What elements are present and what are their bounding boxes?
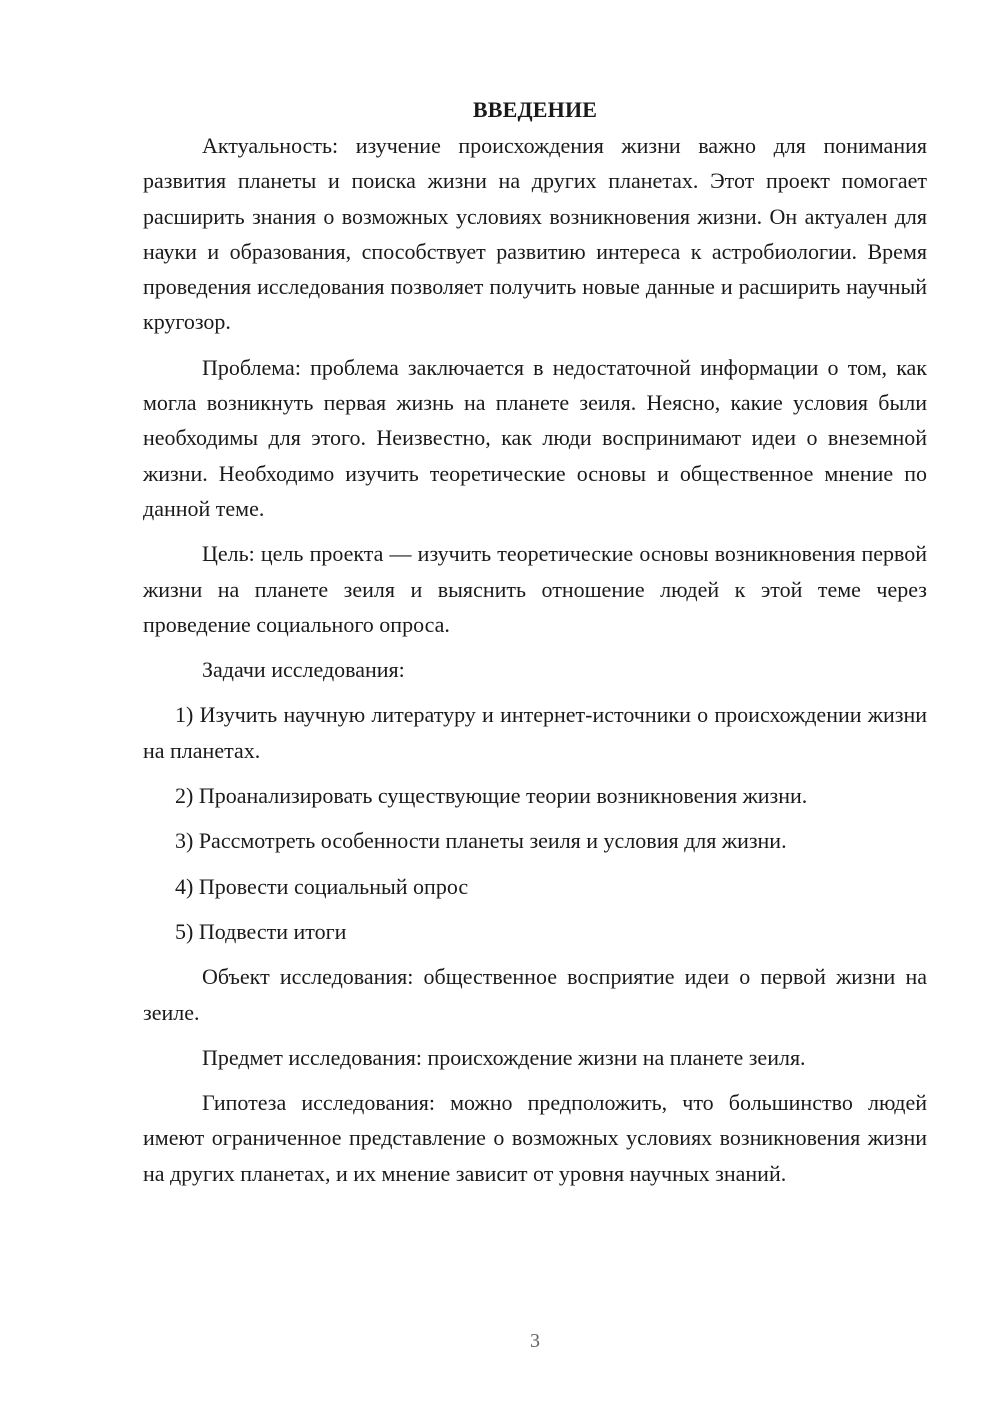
task-item-3: 3) Рассмотреть особенности планеты зеиля и условия для жизни. (175, 828, 787, 854)
object-paragraph: Объект исследования: общественное восприятие идеи о первой жизни на зеиле. (143, 964, 927, 1025)
relevance-paragraph: Актуальность: изучение происхождения жизни важно для понимания развития планеты и поиска жизни на других планетах. Этот проект помогает расширить знания о возможных условиях возникновения жизни. Он актуален для науки и образования, способствует развитию интереса к астробиологии. Время проведения исследования позволяет получить новые данные и расширить научный кругозор. (143, 133, 927, 335)
problem-paragraph: Проблема: проблема заключается в недостаточной информации о том, как могла возникнуть первая жизнь на планете зеиля. Неясно, какие условия были необходимы для этого. Неизвестно, как люди воспринимают идеи о внеземной жизни. Необходимо изучить теоретические основы и общественное мнение по данной теме. (143, 354, 927, 521)
document-page (143, 92, 927, 1201)
goal-paragraph: Цель: цель проекта — изучить теоретические основы возникновения первой жизни на планете зеиля и выяснить отношение людей к этой теме через проведение социального опроса. (143, 541, 927, 637)
hypothesis-paragraph: Гипотеза исследования: можно предположить, что большинство людей имеют ограниченное представление о возможных условиях возникновения жизни на других планетах, и их мнение зависит от уровня научных знаний. (143, 1090, 927, 1186)
subject-paragraph: Предмет исследования: происхождение жизни на планете зеиля. (202, 1044, 806, 1070)
page-title: ВВЕДЕНИЕ (472, 97, 598, 122)
task-item-2: 2) Проанализировать существующие теории возникновения жизни. (175, 783, 808, 809)
task-item-1: 1) Изучить научную литературу и интернет-источники о происхождении жизни на планетах. (143, 702, 927, 763)
tasks-heading: Задачи исследования: (202, 657, 405, 683)
task-item-4: 4) Провести социальный опрос (175, 873, 469, 899)
task-item-5: 5) Подвести итоги (175, 918, 347, 944)
page-number: 3 (530, 1330, 540, 1352)
